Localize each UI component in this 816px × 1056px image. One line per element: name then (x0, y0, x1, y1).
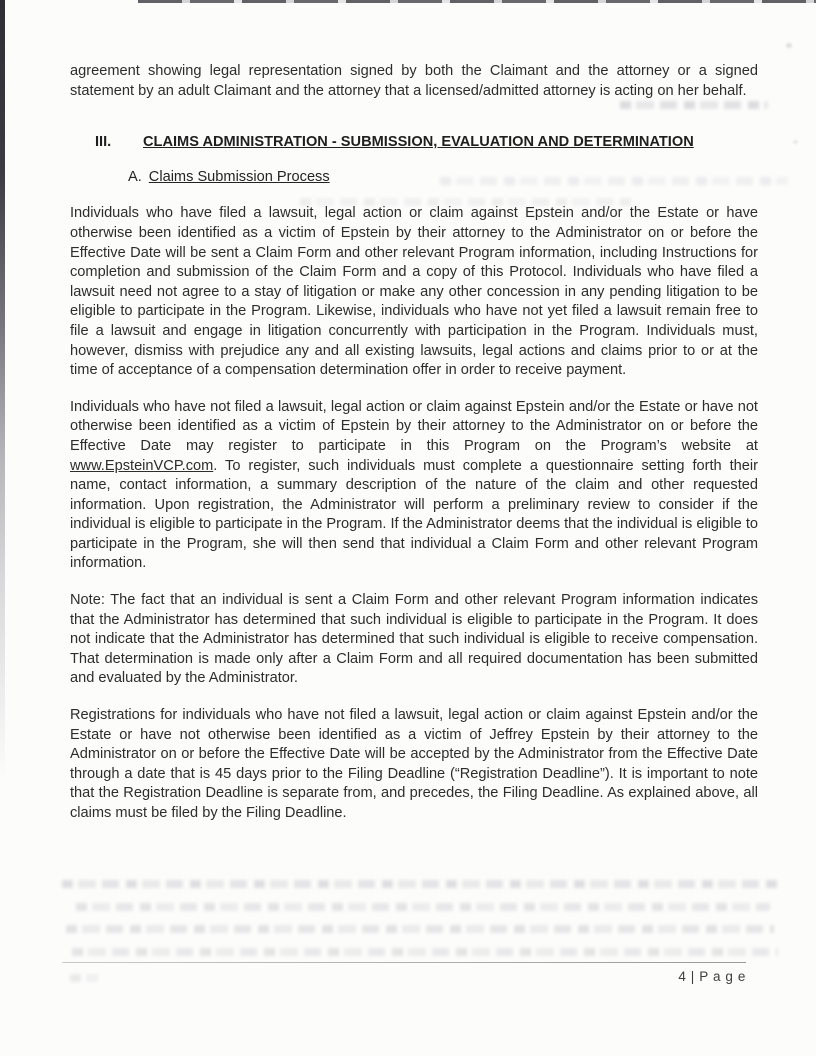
bleed-through-text (76, 903, 770, 911)
bleed-through-text (72, 948, 778, 956)
page-number: 4 | P a g e (678, 969, 746, 984)
subsection-title: Claims Submission Process (148, 168, 330, 185)
bleed-through-text (62, 880, 778, 888)
intro-paragraph: agreement showing legal representation signed by both the Claimant and the attorney or a signed statement by an adult Claimant and the attorney that a licensed/admitted attorney is acting on her behalf. (70, 63, 758, 99)
paragraph-claims-not-filed (70, 398, 758, 574)
scan-speck (786, 43, 792, 48)
website-link: www.EpsteinVCP.com (70, 457, 214, 474)
bleed-through-smudge (70, 974, 98, 982)
section-number: III. (95, 134, 112, 151)
subsection-heading (70, 168, 758, 188)
bleed-through-text (66, 925, 774, 933)
scan-edge-top (138, 0, 816, 3)
section-heading (70, 133, 758, 153)
subsection-letter: A. (128, 168, 142, 185)
paragraph-text: Individuals who have not filed a lawsuit, legal action or claim against Epstein and/or the Estate or have not otherwise been identified as a victim of Epstein by their attorney to the Administrator on or before the Effective Date may register to participate in this Program on the Program’s website at (70, 398, 758, 454)
scan-speck (793, 140, 798, 144)
paragraph-registrations: Registrations for individuals who have not filed a lawsuit, legal action or claim against Epstein and/or the Estate or have not otherwise been identified as a victim of Jeffrey Epstein by their attorney to the Administrator on or before the Effective Date will be accepted by the Administrator from the Effective Date through a date that is 45 days prior to the Filing Deadline (“Registration Deadline”). It is important to note that the Registration Deadline is separate from, and precedes, the Filing Deadline. As explained above, all claims must be filed by the Filing Deadline. (70, 707, 758, 821)
paragraph-claims-filed: Individuals who have filed a lawsuit, legal action or claim against Epstein and/or the Estate or have otherwise been identified as a victim of Epstein by their attorney to the Administrator on or before the Effective Date will be sent a Claim Form and other relevant Program information, including Instructions for completion and submission of the Claim Form and a copy of this Protocol. Individuals who have filed a lawsuit need not agree to a stay of litigation or make any other concession in any pending litigation to be eligible to participate in the Program. Likewise, individuals who have not yet filed a lawsuit remain free to file a lawsuit and engage in litigation concurrently with participation in the Program. Individuals must, however, dismiss with prejudice any and all existing lawsuits, legal actions and claims prior to or at the time of acceptance of a compensation determination offer in order to receive payment. (70, 205, 758, 379)
section-title: CLAIMS ADMINISTRATION - SUBMISSION, EVALUATION AND DETERMINATION (143, 134, 694, 151)
document-body (70, 62, 758, 841)
scan-edge-left (0, 0, 5, 780)
footer-rule (62, 962, 746, 963)
paragraph-note: Note: The fact that an individual is sent a Claim Form and other relevant Program information indicates that the Administrator has determined that such individual is eligible to participate in the Program. It does not indicate that the Administrator has determined that such individual is eligible to receive compensation. That determination is made only after a Claim Form and all required documentation has been submitted and evaluated by the Administrator. (70, 592, 758, 687)
paragraph-text: . To register, such individuals must complete a questionnaire setting forth their name, contact information, a summary description of the nature of the claim and other requested information. Upon registration, the Administrator will perform a preliminary review to consider if the individual is eligible to participate in the Program. If the Administrator deems that the individual is eligible to participate in the Program, she will then send that individual a Claim Form and other relevant Program information. (70, 457, 758, 572)
